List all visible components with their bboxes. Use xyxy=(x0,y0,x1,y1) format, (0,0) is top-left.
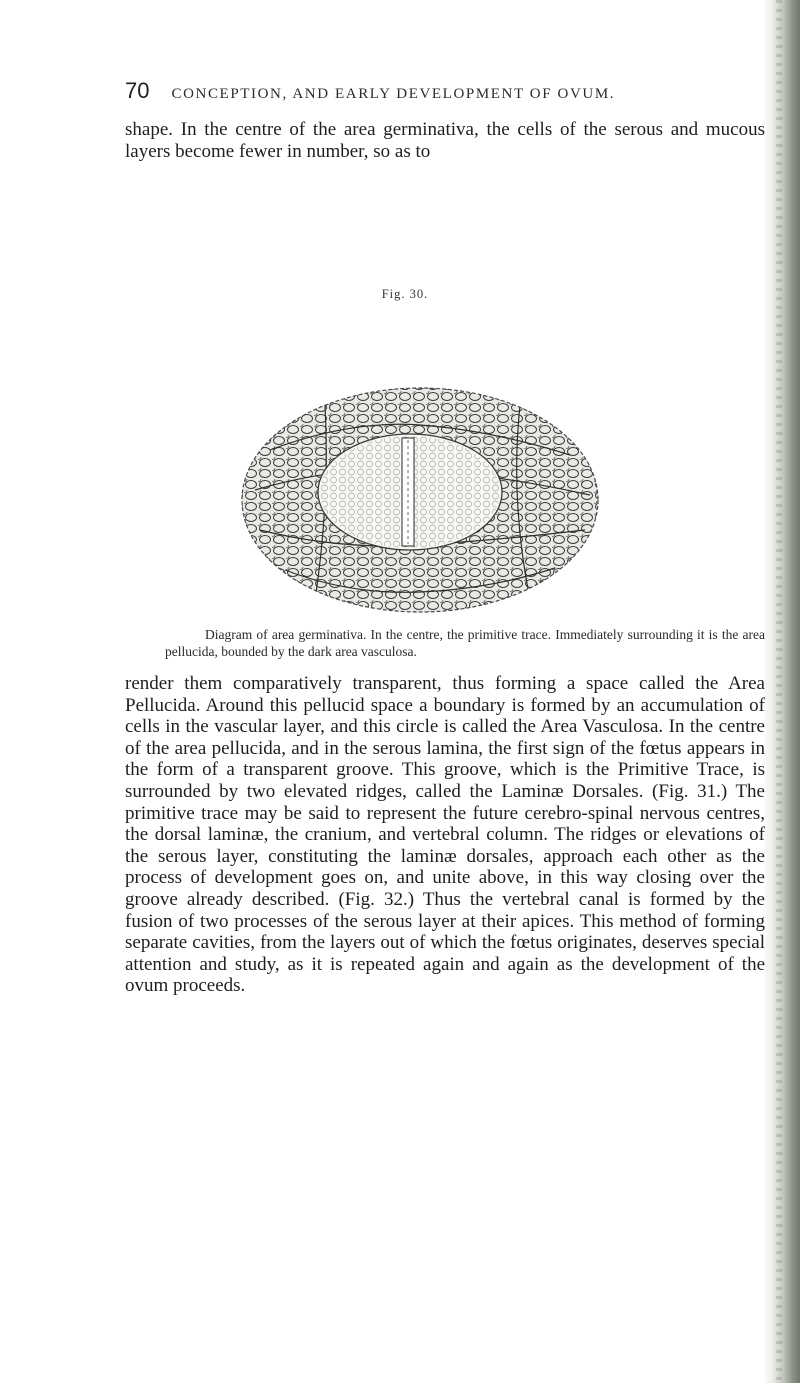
figure-area-germinativa xyxy=(230,380,620,620)
figure-label: Fig. 30. xyxy=(381,287,429,301)
area-germinativa-diagram xyxy=(230,380,620,620)
figure-caption: Diagram of area germinativa. In the centre, the primitive trace. Immediately surrounding it is the area pellucida, bounded by the dark area vasculosa. xyxy=(165,627,765,659)
running-head: CONCEPTION, AND EARLY DEVELOPMENT OF OVUM. xyxy=(171,86,616,102)
page-number: 70 xyxy=(125,78,150,103)
body-paragraph-block xyxy=(125,673,765,997)
intro-paragraph-block xyxy=(125,119,765,162)
page-edge-shadow xyxy=(762,0,800,1383)
page-header xyxy=(125,78,765,104)
intro-paragraph: shape. In the centre of the area germinativa, the cells of the serous and mucous layers become fewer in number, so as to xyxy=(125,119,765,162)
body-paragraph: render them comparatively transparent, thus forming a space called the Area Pellucida. Around this pellucid space a boundary is formed by an accumulation of cells in the vascular layer, and this circle is called the Area Vasculosa. In the centre of the area pellucida, and in the serous lamina, the first sign of the fœtus appears in the form of a transparent groove. This groove, which is the Primitive Trace, is surrounded by two elevated ridges, called the Laminæ Dorsales. (Fig. 31.) The primitive trace may be said to represent the future cerebro-spinal nervous centres, the dorsal laminæ, the cranium, and vertebral column. The ridges or elevations of the serous layer, constituting the laminæ dorsales, approach each other as the process of development goes on, and unite above, in this way closing over the groove already described. (Fig. 32.) Thus the vertebral canal is formed by the fusion of two processes of the serous layer at their apices. This method of forming separate cavities, from the layers out of which the fœtus originates, deserves special attention and study, as it is repeated again and again as the development of the ovum proceeds. xyxy=(125,673,765,997)
primitive-trace xyxy=(402,438,414,546)
figure-caption-block xyxy=(165,627,765,660)
